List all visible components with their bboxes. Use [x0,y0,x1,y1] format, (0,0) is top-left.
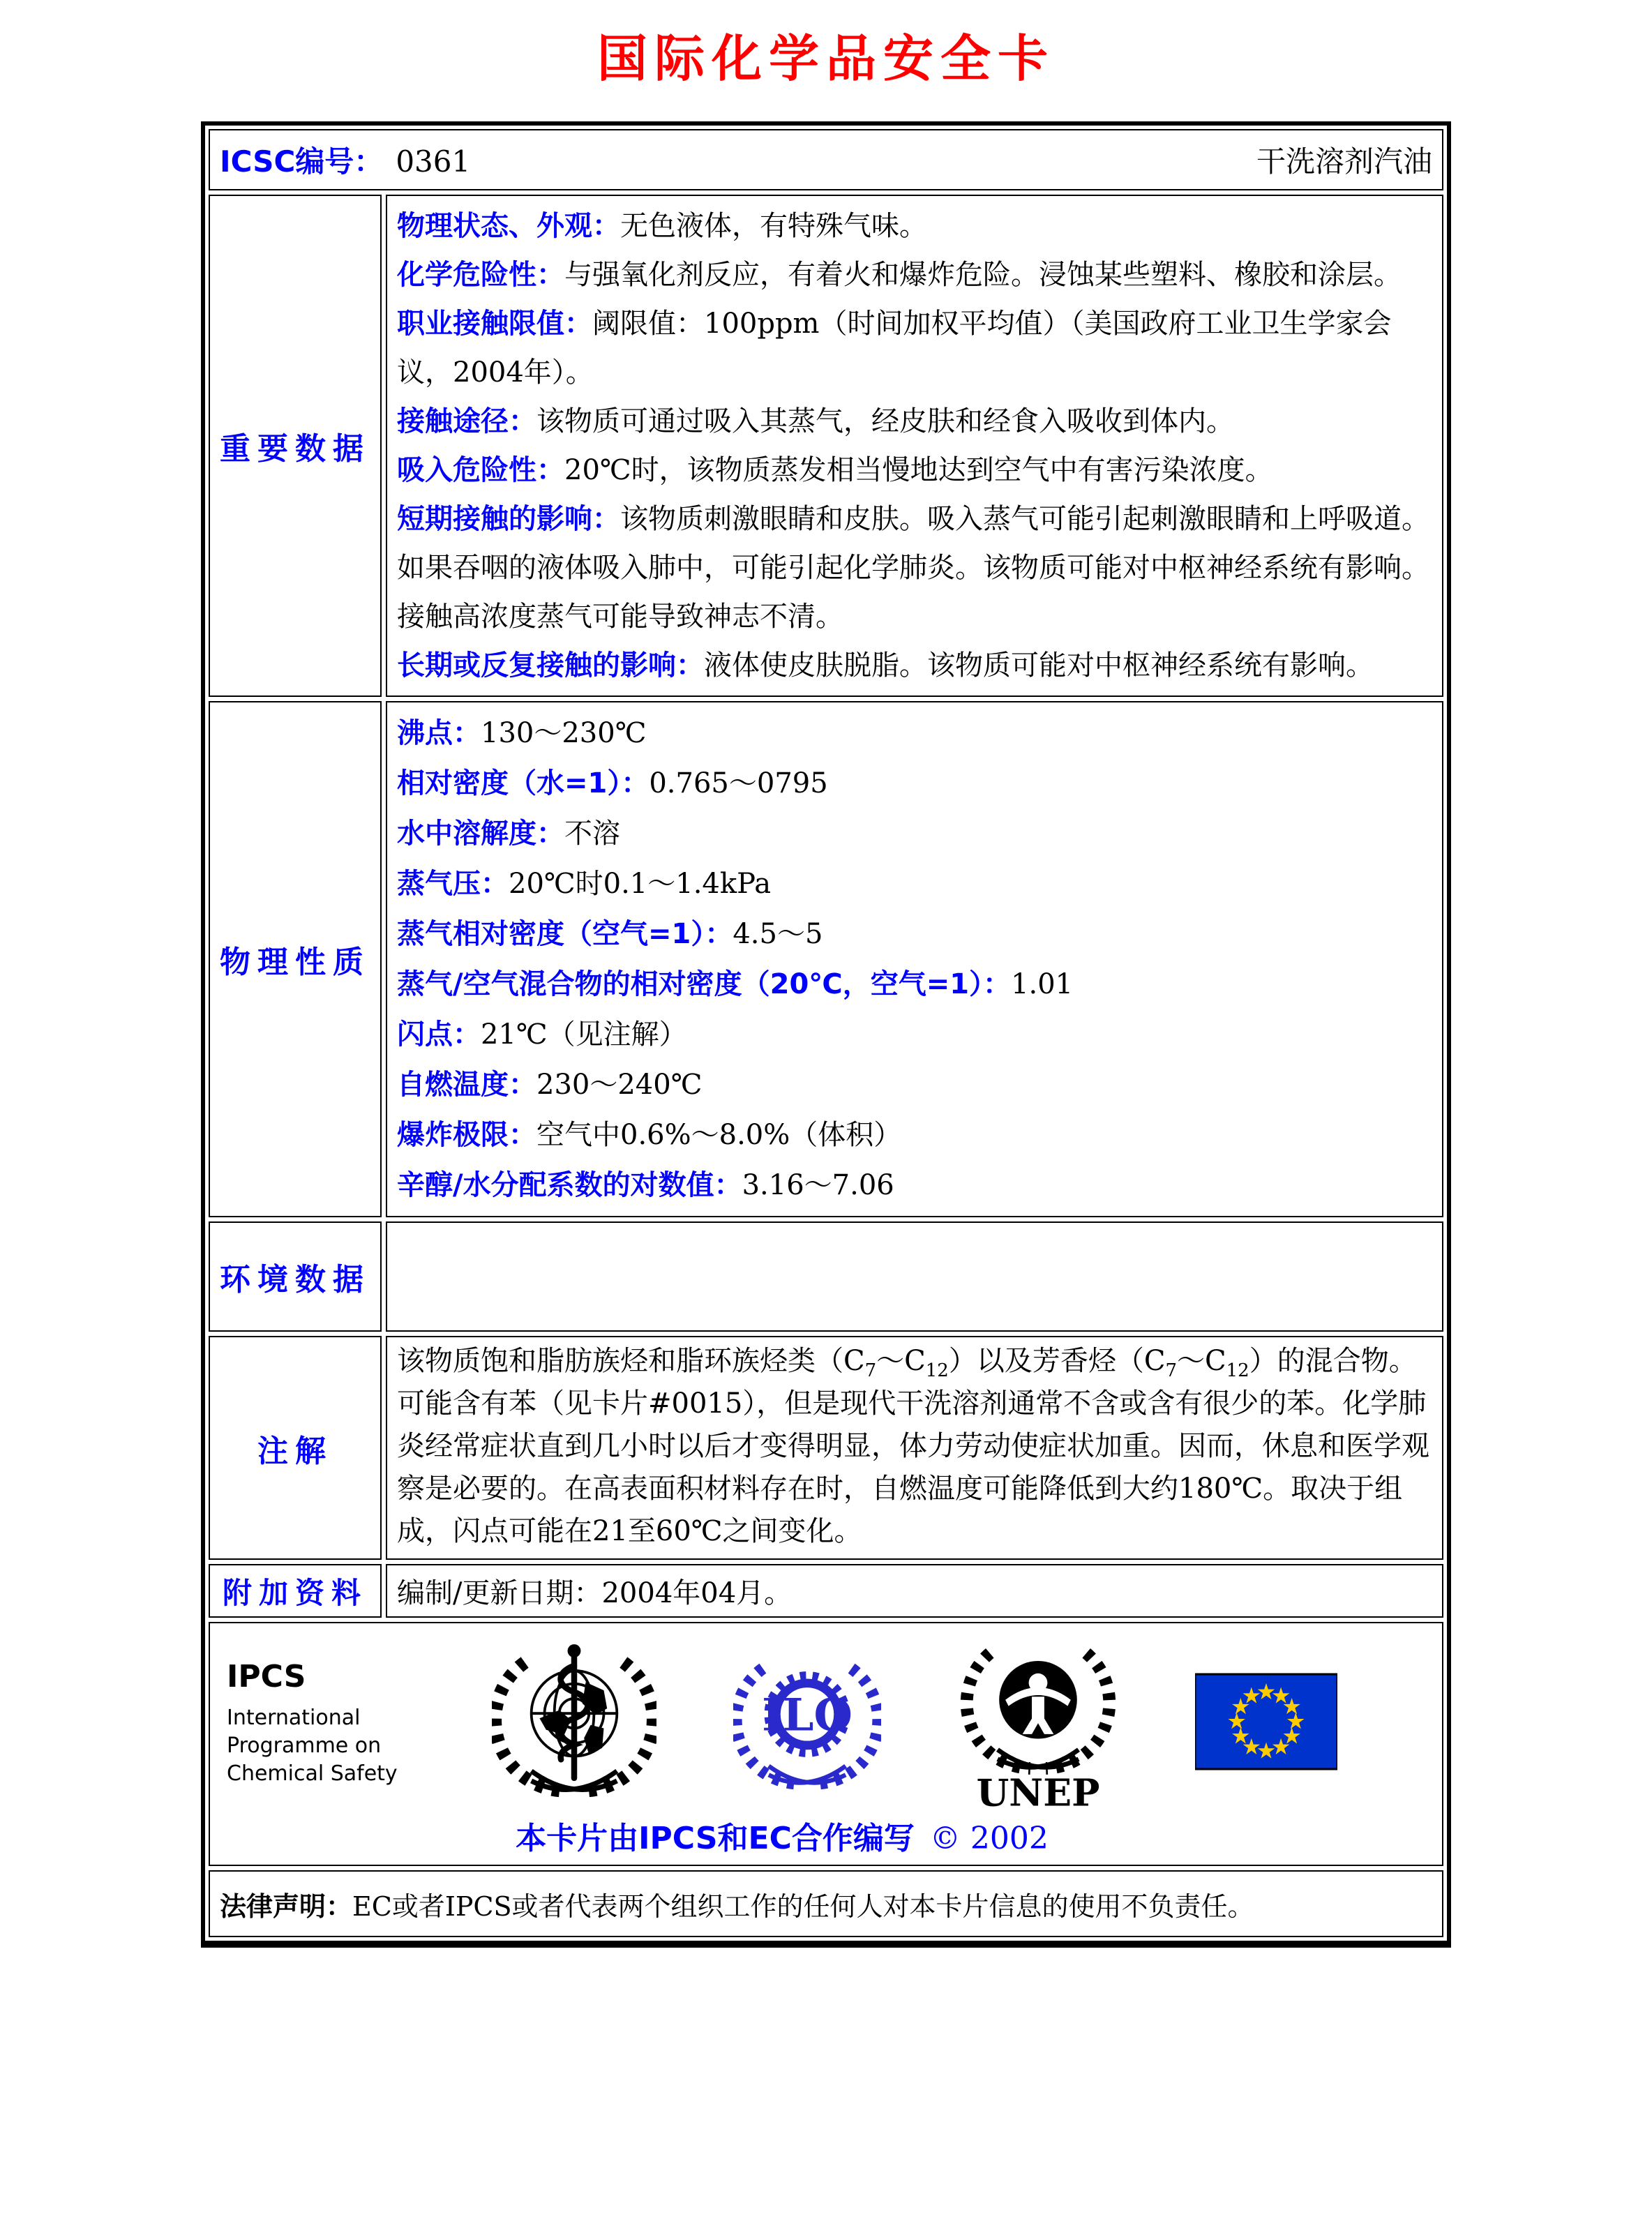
ipcs-title: IPCS [227,1658,306,1694]
field-label: 蒸气/空气混合物的相对密度（20℃，空气=1）： [397,968,1012,1000]
header-row [209,129,1443,190]
field-value: 该物质刺激眼睛和皮肤。吸入蒸气可能引起刺激眼睛和上呼吸道。如果吞咽的液体吸入肺中，可能引起化学肺炎。该物质可能对中枢神经系统有影响。接触高浓度蒸气可能导致神志不清。 [397,503,1429,633]
field-label: 化学危险性： [397,259,564,291]
icsc-number-label: ICSC编号： [220,144,384,179]
field-label: 职业接触限值： [397,308,592,340]
field-value: 空气中0.6%～8.0%（体积） [536,1119,902,1151]
field-label: 水中溶解度： [397,818,564,850]
substance-name: 干洗溶剂汽油 [1256,144,1432,179]
logos-cell [209,1622,1443,1866]
important-data-content [386,195,1443,697]
field-value: 无色液体，有特殊气味。 [620,210,927,242]
ilo-letters: ILO [762,1688,853,1741]
data-item [397,495,1432,641]
field-label: 短期接触的影响： [397,503,620,535]
field-value: 液体使皮肤脱脂。该物质可能对中枢神经系统有影响。 [704,649,1374,682]
logos-row [209,1622,1443,1866]
physical-properties-row [209,701,1443,1217]
data-item [397,299,1432,397]
data-item [397,397,1432,446]
unep-letters: UNEP [976,1770,1100,1809]
field-value: 不溶 [564,818,620,850]
field-label: 蒸气压： [397,868,509,900]
data-item [397,909,1432,959]
field-value: 阈限值：100ppm（时间加权平均值）（美国政府工业卫生学家会议，2004年）。 [397,308,1392,389]
field-label: 物理状态、外观： [397,210,620,242]
field-label: 自燃温度： [397,1069,536,1101]
legal-row [209,1870,1443,1937]
data-item [397,959,1432,1009]
ipcs-text-block: IPCS International Programme on Chemical Safety [227,1659,415,1788]
legal-label: 法律声明： [220,1890,353,1922]
row-label-additional-info: 附加资料 [209,1564,382,1618]
data-item [397,809,1432,859]
data-item [397,1060,1432,1110]
field-label: 相对密度（水=1）： [397,767,649,799]
data-item [397,202,1432,250]
notes-content [386,1336,1443,1560]
row-label-important-data: 重要数据 [209,195,382,697]
icsc-number-group [220,139,470,181]
copyright-text: © 2002 [929,1821,1049,1856]
field-label: 爆炸极限： [397,1119,536,1151]
row-label-environmental-data: 环境数据 [209,1221,382,1332]
additional-info-content: 编制/更新日期：2004年04月。 [386,1564,1443,1618]
field-label: 沸点： [397,717,481,749]
field-label: 长期或反复接触的影响： [397,649,704,682]
field-label: 蒸气相对密度（空气=1）： [397,918,733,950]
subscript: 12 [1226,1360,1249,1381]
who-logo [492,1639,656,1807]
field-value: 20℃时0.1～1.4kPa [509,868,772,900]
additional-info-row [209,1564,1443,1618]
field-label: 吸入危险性： [397,454,564,486]
row-label-physical-properties: 物理性质 [209,701,382,1217]
field-value: 该物质可通过吸入其蒸气，经皮肤和经食入吸收到体内。 [536,405,1234,437]
legal-text: EC或者IPCS或者代表两个组织工作的任何人对本卡片信息的使用不负责任。 [352,1890,1254,1922]
field-value: 4.5～5 [733,918,823,950]
data-item [397,758,1432,809]
field-value: 与强氧化剂反应，有着火和爆炸危险。浸蚀某些塑料、橡胶和涂层。 [564,259,1402,291]
field-value: 1.01 [1011,968,1074,1000]
data-item [397,1110,1432,1160]
notes-text: 该物质饱和脂肪族烃和脂环族烃类$(C_7\sim C_{12})$以及芳香烃$(C_7\sim C_{12})$的混合物。可能含有苯（见卡片#0015），但是现代干洗溶剂通常不含或含有很少的苯。化学肺炎经常症状直到几小时以后才变得明显，体力劳动使症状加重。因而，休息和医学观察是必要的。在高表面积材料存在时，自燃温度可能降低到大约180℃。取决于组成，闪点可能在21至60℃之间变化。 [397,1345,1429,1547]
eu-flag-logo [1195,1673,1337,1773]
field-value: 130～230℃ [481,717,647,749]
row-label-notes: 注解 [209,1336,382,1560]
field-label: 辛醇/水分配系数的对数值： [397,1169,742,1201]
credit-text: 本卡片由IPCS和EC合作编写 [516,1821,915,1856]
field-value: 21℃（见注解） [481,1018,687,1051]
data-item [397,641,1432,690]
field-value: 20℃时，该物质蒸发相当慢地达到空气中有害污染浓度。 [564,454,1273,486]
data-item [397,1160,1432,1210]
legal-cell [209,1870,1443,1937]
credit-line [227,1813,1337,1858]
data-item [397,250,1432,299]
field-label: 接触途径： [397,405,536,437]
subscript: 7 [1165,1360,1178,1381]
field-value: 0.765～0795 [649,767,828,799]
ilo-logo [733,1648,881,1798]
unep-logo [958,1634,1118,1812]
data-item [397,708,1432,758]
icsc-number-value: 0361 [396,144,471,179]
subscript: 7 [864,1360,877,1381]
field-label: 闪点： [397,1018,481,1051]
data-item [397,859,1432,909]
page-title: 国际化学品安全卡 [596,29,1055,88]
data-item [397,446,1432,495]
data-item [397,1009,1432,1060]
important-data-row [209,195,1443,697]
environmental-data-content [386,1221,1443,1332]
notes-row [209,1336,1443,1560]
field-value: 230～240℃ [536,1069,703,1101]
environmental-data-row [209,1221,1443,1332]
header-cell [209,129,1443,190]
icsc-card-table [201,121,1451,1948]
field-value: 3.16～7.06 [742,1169,894,1201]
physical-properties-content [386,701,1443,1217]
subscript: 12 [925,1360,949,1381]
